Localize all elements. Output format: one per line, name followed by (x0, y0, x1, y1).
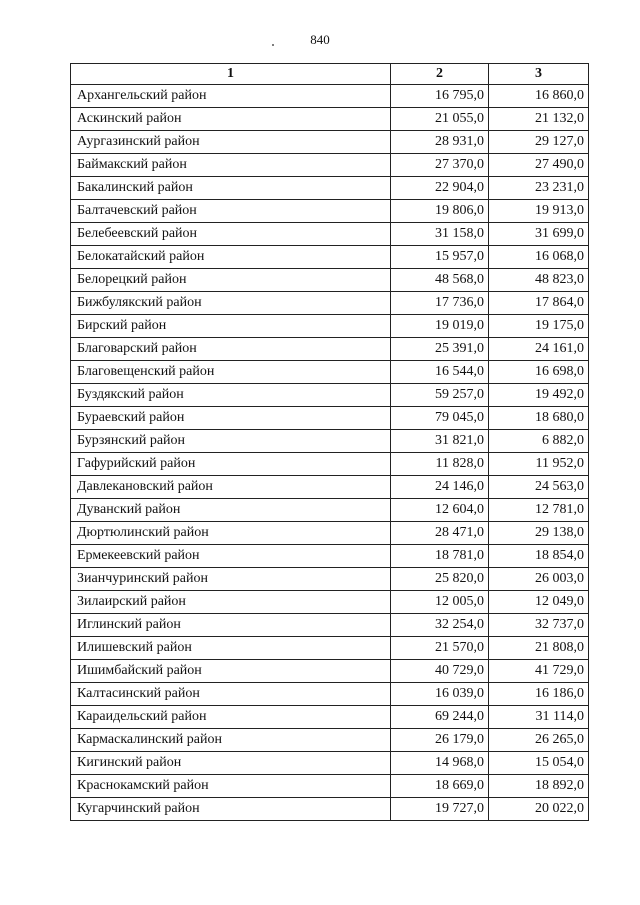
district-name-cell: Гафурийский район (71, 453, 391, 476)
table-row (71, 407, 589, 430)
value-col3-cell: 23 231,0 (489, 177, 589, 200)
value-col3-cell: 32 737,0 (489, 614, 589, 637)
district-name-cell: Аургазинский район (71, 131, 391, 154)
value-col2-cell: 17 736,0 (391, 292, 489, 315)
value-col2-cell: 16 795,0 (391, 85, 489, 108)
value-col3-cell: 24 563,0 (489, 476, 589, 499)
value-col2-cell: 28 931,0 (391, 131, 489, 154)
value-col3-cell: 18 854,0 (489, 545, 589, 568)
value-col2-cell: 32 254,0 (391, 614, 489, 637)
table-row (71, 660, 589, 683)
value-col3-cell: 18 680,0 (489, 407, 589, 430)
value-col3-cell: 16 698,0 (489, 361, 589, 384)
table-row (71, 798, 589, 821)
table-row (71, 338, 589, 361)
value-col2-cell: 79 045,0 (391, 407, 489, 430)
district-name-cell: Давлекановский район (71, 476, 391, 499)
table-row (71, 775, 589, 798)
table-row (71, 752, 589, 775)
table-body (71, 85, 589, 821)
table-row (71, 361, 589, 384)
district-name-cell: Зилаирский район (71, 591, 391, 614)
value-col2-cell: 31 158,0 (391, 223, 489, 246)
district-name-cell: Балтачевский район (71, 200, 391, 223)
district-name-cell: Ишимбайский район (71, 660, 391, 683)
value-col3-cell: 6 882,0 (489, 430, 589, 453)
scan-artifact-dot (272, 44, 274, 46)
value-col3-cell: 26 003,0 (489, 568, 589, 591)
value-col3-cell: 12 781,0 (489, 499, 589, 522)
value-col3-cell: 12 049,0 (489, 591, 589, 614)
value-col2-cell: 24 146,0 (391, 476, 489, 499)
value-col3-cell: 31 699,0 (489, 223, 589, 246)
district-name-cell: Бирский район (71, 315, 391, 338)
value-col2-cell: 19 727,0 (391, 798, 489, 821)
table-row (71, 269, 589, 292)
district-name-cell: Иглинский район (71, 614, 391, 637)
table-row (71, 729, 589, 752)
district-name-cell: Архангельский район (71, 85, 391, 108)
value-col3-cell: 21 132,0 (489, 108, 589, 131)
table-row (71, 108, 589, 131)
value-col2-cell: 22 904,0 (391, 177, 489, 200)
value-col2-cell: 40 729,0 (391, 660, 489, 683)
data-table (70, 63, 589, 821)
value-col2-cell: 21 055,0 (391, 108, 489, 131)
table-row (71, 131, 589, 154)
value-col3-cell: 48 823,0 (489, 269, 589, 292)
table-row (71, 568, 589, 591)
table-row (71, 246, 589, 269)
district-name-cell: Караидельский район (71, 706, 391, 729)
district-name-cell: Благовещенский район (71, 361, 391, 384)
table-row (71, 200, 589, 223)
value-col2-cell: 18 669,0 (391, 775, 489, 798)
value-col2-cell: 16 544,0 (391, 361, 489, 384)
table-row (71, 522, 589, 545)
value-col3-cell: 41 729,0 (489, 660, 589, 683)
value-col3-cell: 24 161,0 (489, 338, 589, 361)
table-row (71, 706, 589, 729)
value-col3-cell: 18 892,0 (489, 775, 589, 798)
district-name-cell: Благоварский район (71, 338, 391, 361)
district-name-cell: Зианчуринский район (71, 568, 391, 591)
district-name-cell: Бурзянский район (71, 430, 391, 453)
table-row (71, 315, 589, 338)
value-col3-cell: 29 127,0 (489, 131, 589, 154)
district-name-cell: Буздякский район (71, 384, 391, 407)
table-row (71, 453, 589, 476)
value-col2-cell: 25 391,0 (391, 338, 489, 361)
value-col3-cell: 31 114,0 (489, 706, 589, 729)
value-col3-cell: 11 952,0 (489, 453, 589, 476)
value-col2-cell: 69 244,0 (391, 706, 489, 729)
district-name-cell: Дюртюлинский район (71, 522, 391, 545)
column-header-3: 3 (489, 64, 589, 85)
district-name-cell: Калтасинский район (71, 683, 391, 706)
table-row (71, 384, 589, 407)
table-row (71, 614, 589, 637)
district-name-cell: Бижбулякский район (71, 292, 391, 315)
district-name-cell: Кигинский район (71, 752, 391, 775)
table-row (71, 154, 589, 177)
district-name-cell: Аскинский район (71, 108, 391, 131)
district-name-cell: Кугарчинский район (71, 798, 391, 821)
district-name-cell: Ермекеевский район (71, 545, 391, 568)
value-col2-cell: 12 005,0 (391, 591, 489, 614)
table-row (71, 85, 589, 108)
value-col3-cell: 19 175,0 (489, 315, 589, 338)
value-col2-cell: 59 257,0 (391, 384, 489, 407)
value-col3-cell: 21 808,0 (489, 637, 589, 660)
table-row (71, 545, 589, 568)
value-col3-cell: 19 913,0 (489, 200, 589, 223)
value-col2-cell: 28 471,0 (391, 522, 489, 545)
value-col2-cell: 12 604,0 (391, 499, 489, 522)
table-row (71, 292, 589, 315)
district-name-cell: Дуванский район (71, 499, 391, 522)
value-col3-cell: 16 186,0 (489, 683, 589, 706)
value-col2-cell: 26 179,0 (391, 729, 489, 752)
column-header-1: 1 (71, 64, 391, 85)
value-col3-cell: 19 492,0 (489, 384, 589, 407)
table-row (71, 683, 589, 706)
value-col2-cell: 25 820,0 (391, 568, 489, 591)
district-name-cell: Баймакский район (71, 154, 391, 177)
district-name-cell: Бураевский район (71, 407, 391, 430)
value-col3-cell: 15 054,0 (489, 752, 589, 775)
table-header-row (71, 64, 589, 85)
district-name-cell: Илишевский район (71, 637, 391, 660)
value-col3-cell: 20 022,0 (489, 798, 589, 821)
value-col2-cell: 48 568,0 (391, 269, 489, 292)
value-col3-cell: 27 490,0 (489, 154, 589, 177)
value-col2-cell: 31 821,0 (391, 430, 489, 453)
district-name-cell: Белокатайский район (71, 246, 391, 269)
district-name-cell: Краснокамский район (71, 775, 391, 798)
value-col3-cell: 16 068,0 (489, 246, 589, 269)
district-name-cell: Белебеевский район (71, 223, 391, 246)
value-col3-cell: 17 864,0 (489, 292, 589, 315)
table-row (71, 430, 589, 453)
value-col2-cell: 14 968,0 (391, 752, 489, 775)
table-row (71, 591, 589, 614)
district-name-cell: Белорецкий район (71, 269, 391, 292)
value-col3-cell: 16 860,0 (489, 85, 589, 108)
table-row (71, 499, 589, 522)
district-name-cell: Бакалинский район (71, 177, 391, 200)
table-row (71, 476, 589, 499)
value-col2-cell: 21 570,0 (391, 637, 489, 660)
value-col2-cell: 19 806,0 (391, 200, 489, 223)
value-col2-cell: 16 039,0 (391, 683, 489, 706)
value-col3-cell: 29 138,0 (489, 522, 589, 545)
table-row (71, 177, 589, 200)
value-col2-cell: 18 781,0 (391, 545, 489, 568)
value-col2-cell: 15 957,0 (391, 246, 489, 269)
value-col2-cell: 11 828,0 (391, 453, 489, 476)
page-number: 840 (310, 32, 330, 47)
value-col2-cell: 27 370,0 (391, 154, 489, 177)
column-header-2: 2 (391, 64, 489, 85)
district-name-cell: Кармаскалинский район (71, 729, 391, 752)
table-row (71, 223, 589, 246)
value-col2-cell: 19 019,0 (391, 315, 489, 338)
table-row (71, 637, 589, 660)
value-col3-cell: 26 265,0 (489, 729, 589, 752)
